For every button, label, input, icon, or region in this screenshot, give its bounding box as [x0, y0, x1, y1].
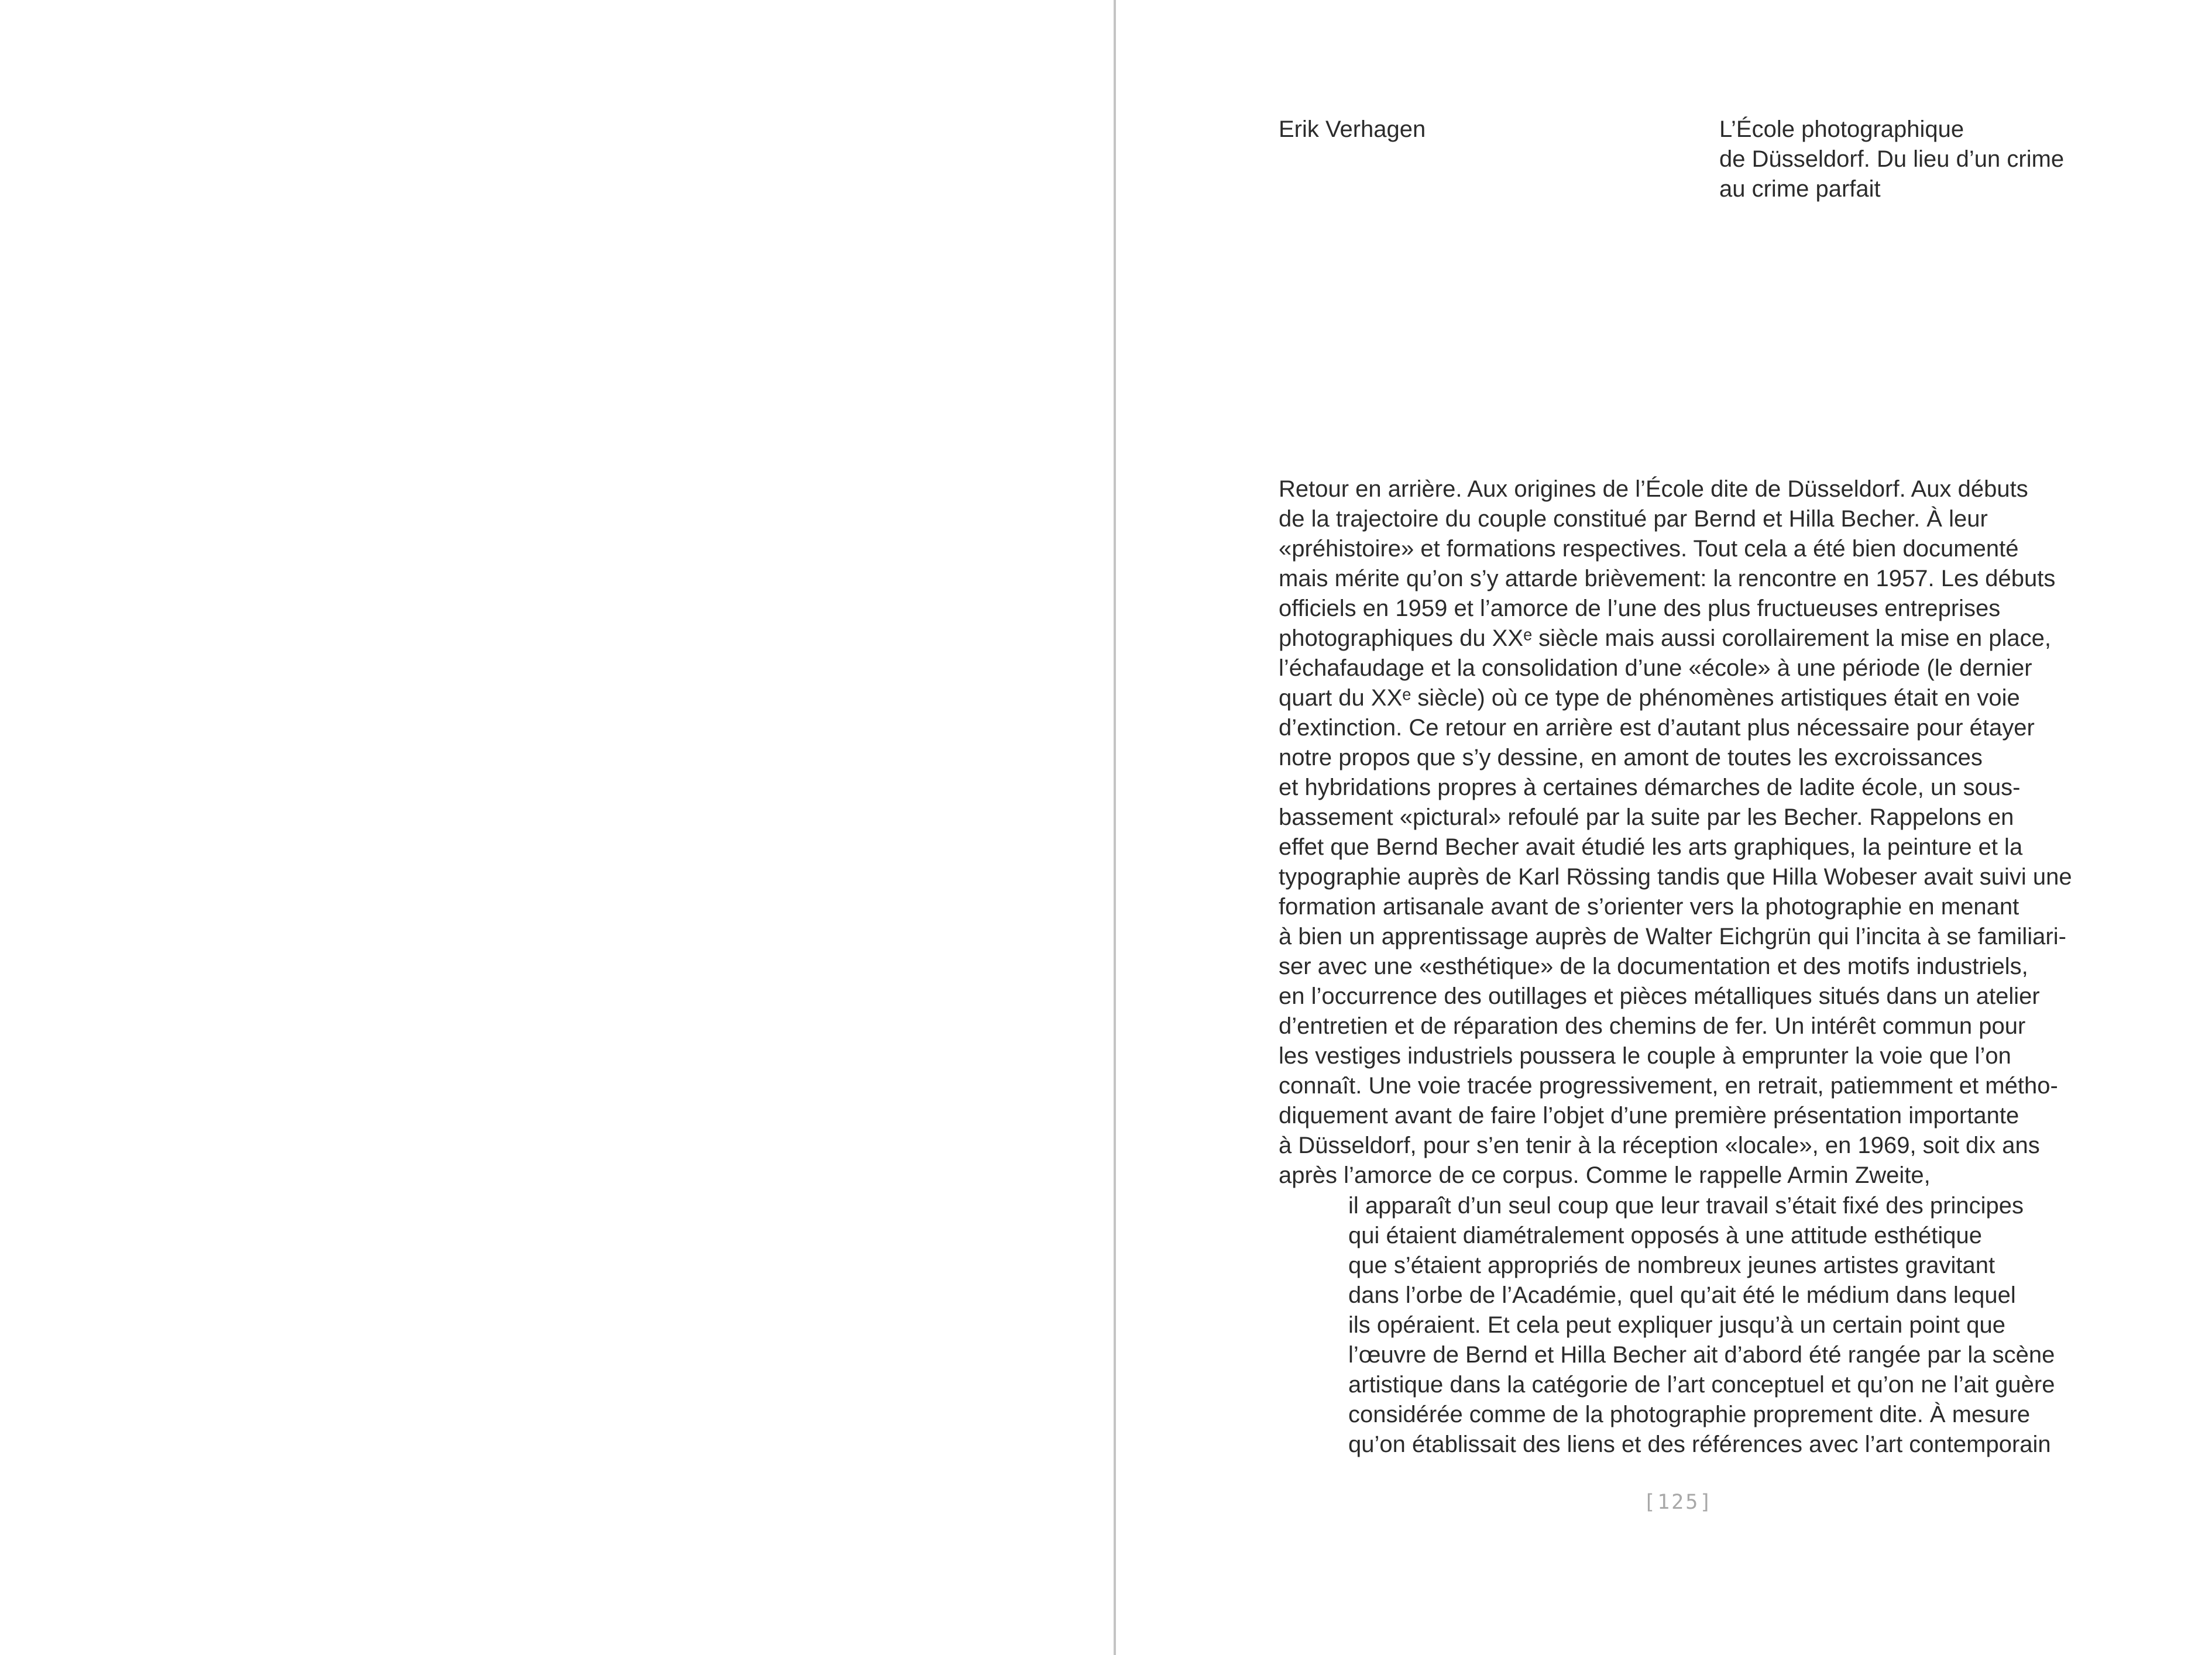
- body-line: d’extinction. Ce retour en arrière est d’autant plus nécessaire pour étayer: [1279, 715, 2035, 741]
- body-line: Retour en arrière. Aux origines de l’École dite de Düsseldorf. Aux débuts: [1279, 476, 2028, 502]
- body-line: «préhistoire» et formations respectives. Tout cela a été bien documenté: [1279, 536, 2019, 562]
- body-line: diquement avant de faire l’objet d’une première présentation importante: [1279, 1103, 2019, 1128]
- block-quote: [1348, 1191, 2103, 1460]
- body-line: typographie auprès de Karl Rössing tandis que Hilla Wobeser avait suivi une: [1279, 864, 2072, 890]
- body-line: après l’amorce de ce corpus. Comme le rappelle Armin Zweite,: [1279, 1162, 1931, 1188]
- body-line: ser avec une «esthétique» de la documentation et des motifs industriels,: [1279, 954, 2028, 979]
- body-line: formation artisanale avant de s’orienter vers la photographie en menant: [1279, 894, 2019, 920]
- body-line: de la trajectoire du couple constitué par Bernd et Hilla Becher. À leur: [1279, 506, 1988, 532]
- chapter-title-line: L’École photographique: [1719, 116, 1964, 142]
- chapter-title-line: au crime parfait: [1719, 176, 1881, 202]
- author-name: Erik Verhagen: [1279, 116, 1426, 142]
- body-line: officiels en 1959 et l’amorce de l’une des plus fructueuses entreprises: [1279, 596, 2001, 621]
- quote-line: dans l’orbe de l’Académie, quel qu’ait été le médium dans lequel: [1348, 1282, 2016, 1308]
- chapter-title-line: de Düsseldorf. Du lieu d’un crime: [1719, 146, 2065, 172]
- body-line: bassement «pictural» refoulé par la suite par les Becher. Rappelons en: [1279, 804, 2014, 830]
- quote-line: qui étaient diamétralement opposés à une attitude esthétique: [1348, 1223, 1982, 1248]
- body-line: d’entretien et de réparation des chemins de fer. Un intérêt commun pour: [1279, 1013, 2026, 1039]
- body-line: connaît. Une voie tracée progressivement, en retrait, patiemment et métho-: [1279, 1073, 2058, 1099]
- body-line: notre propos que s’y dessine, en amont de toutes les excroissances: [1279, 745, 1983, 770]
- body-line: en l’occurrence des outillages et pièces métalliques situés dans un atelier: [1279, 983, 2040, 1009]
- body-line: quart du XXᵉ siècle) où ce type de phénomènes artistiques était en voie: [1279, 685, 2020, 711]
- chapter-title: [1719, 115, 2064, 204]
- quote-line: il apparaît d’un seul coup que leur travail s’était fixé des principes: [1348, 1193, 2024, 1219]
- quote-line: artistique dans la catégorie de l’art conceptuel et qu’on ne l’ait guère: [1348, 1372, 2055, 1398]
- body-line: les vestiges industriels poussera le couple à emprunter la voie que l’on: [1279, 1043, 2011, 1069]
- quote-line: considérée comme de la photographie proprement dite. À mesure: [1348, 1402, 2031, 1427]
- body-line: et hybridations propres à certaines démarches de ladite école, un sous-: [1279, 775, 2021, 800]
- page-number: [125]: [1643, 1491, 1714, 1514]
- quote-line: que s’étaient appropriés de nombreux jeunes artistes gravitant: [1348, 1253, 1995, 1278]
- body-line: à Düsseldorf, pour s’en tenir à la réception «locale», en 1969, soit dix ans: [1279, 1133, 2040, 1158]
- body-line: l’échafaudage et la consolidation d’une «école» à une période (le dernier: [1279, 655, 2032, 681]
- quote-line: qu’on établissait des liens et des références avec l’art contemporain: [1348, 1432, 2051, 1457]
- body-line: à bien un apprentissage auprès de Walter Eichgrün qui l’incita à se familiari-: [1279, 924, 2066, 949]
- body-line: photographiques du XXᵉ siècle mais aussi corollairement la mise en place,: [1279, 625, 2051, 651]
- quote-line: l’œuvre de Bernd et Hilla Becher ait d’abord été rangée par la scène: [1348, 1342, 2055, 1368]
- body-line: mais mérite qu’on s’y attarde brièvement: la rencontre en 1957. Les débuts: [1279, 566, 2056, 591]
- body-line: effet que Bernd Becher avait étudié les arts graphiques, la peinture et la: [1279, 834, 2023, 860]
- body-paragraph: [1279, 474, 2098, 1191]
- quote-line: ils opéraient. Et cela peut expliquer jusqu’à un certain point que: [1348, 1312, 2005, 1338]
